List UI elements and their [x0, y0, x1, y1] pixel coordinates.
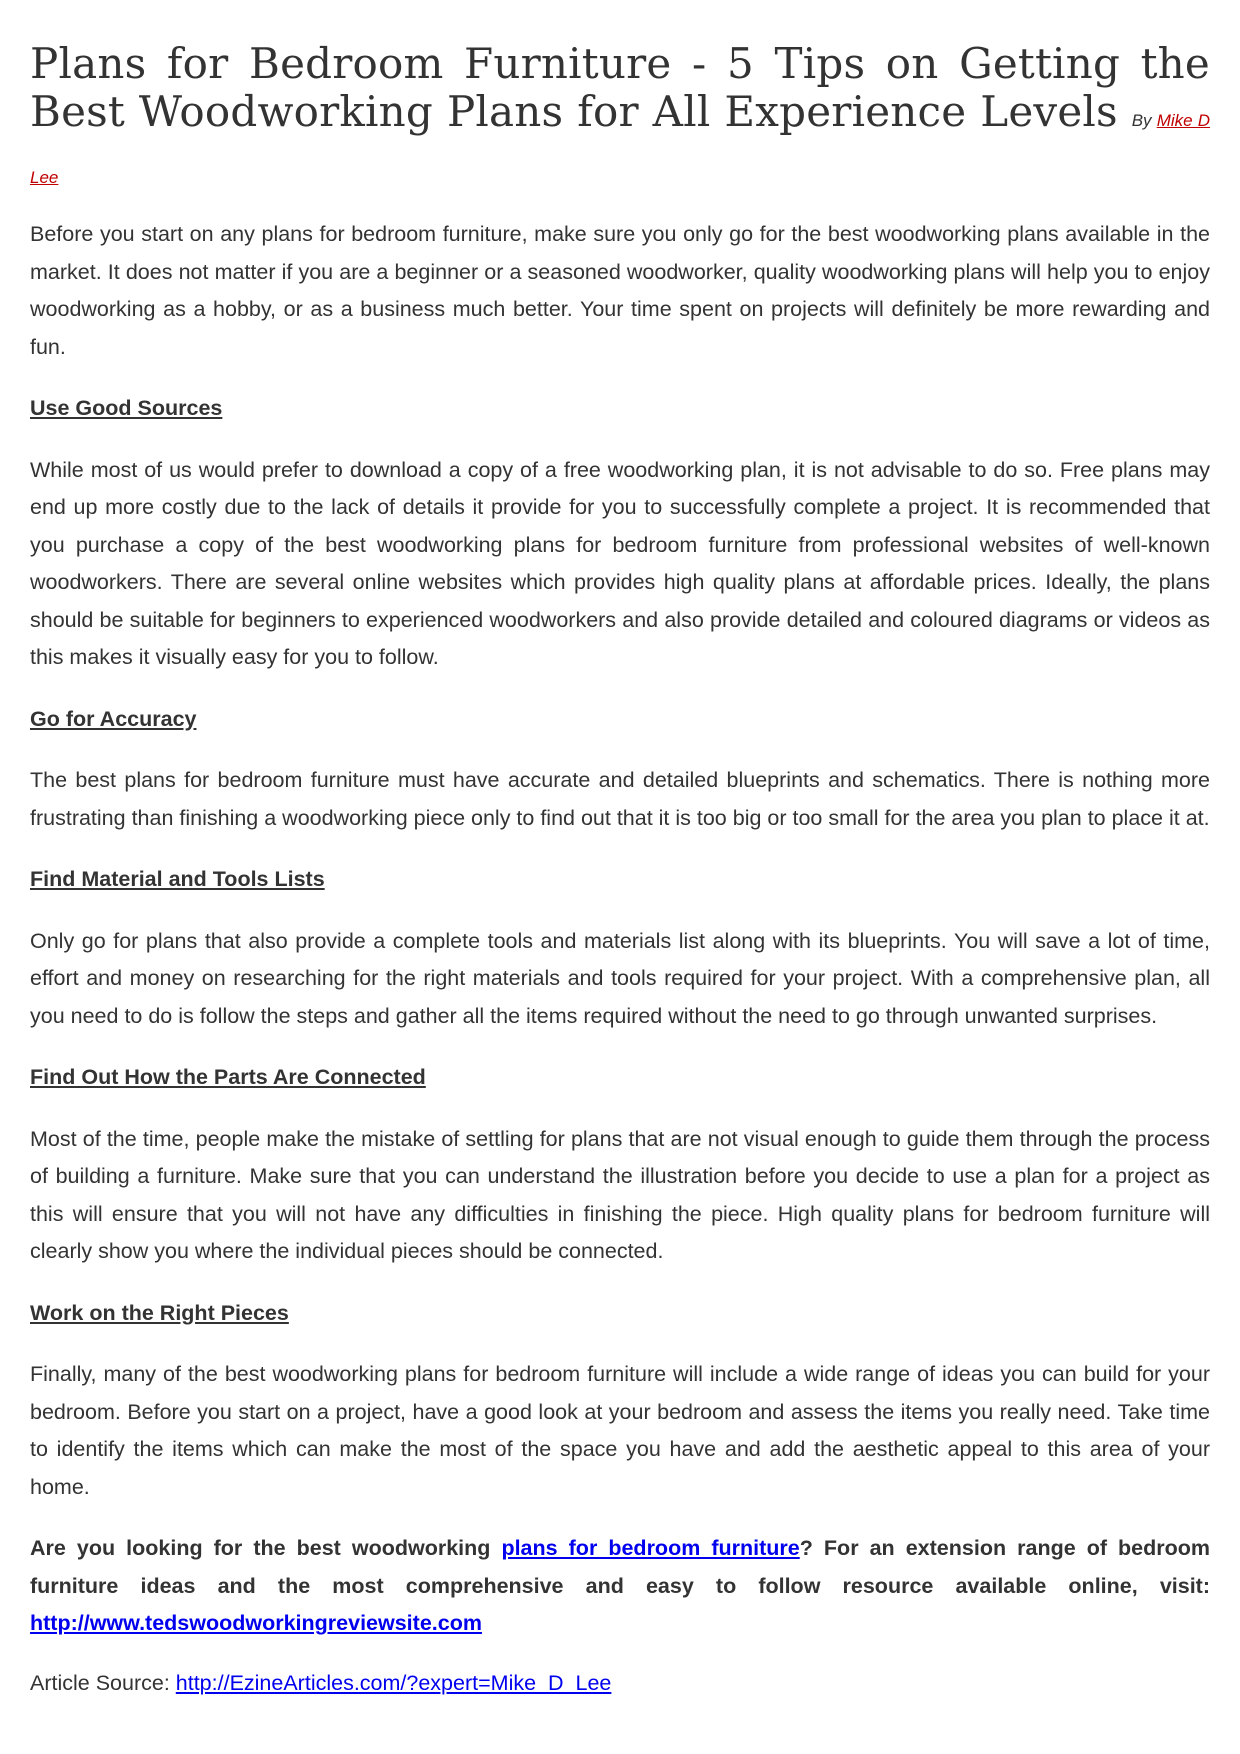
article-title-text: Plans for Bedroom Furniture - 5 Tips on Getting the Best Woodworking Plans for All Experience Levels: [30, 39, 1210, 136]
website-link[interactable]: http://www.tedswoodworkingreviewsite.com: [30, 1611, 482, 1635]
section-heading-use-good-sources: Use Good Sources: [30, 396, 223, 420]
source-link[interactable]: http://EzineArticles.com/?expert=Mike_D_Lee: [175, 1670, 612, 1695]
section-body-go-for-accuracy: The best plans for bedroom furniture must have accurate and detailed blueprints and schematics. There is nothing more frustrating than finishing a woodworking piece only to find out that it is too big or too small for the area you plan to place it at.: [30, 768, 1210, 830]
source-label: Article Source:: [30, 1670, 176, 1695]
article-title: [30, 40, 1210, 202]
byline-label: By: [1131, 111, 1152, 130]
intro-paragraph: Before you start on any plans for bedroom furniture, make sure you only go for the best woodworking plans available in the market. It does not matter if you are a beginner or a seasoned woodworker, quality woodworking plans will help you to enjoy woodworking as a hobby, or as a business much better. Your time spent on projects will definitely be more rewarding and fun.: [30, 222, 1210, 359]
cta-text-1: Are you looking for the best woodworking: [30, 1536, 502, 1560]
call-to-action: [30, 1530, 1210, 1643]
section-body-use-good-sources: While most of us would prefer to download a copy of a free woodworking plan, it is not advisable to do so. Free plans may end up more costly due to the lack of details it provide for you to successfully complete a project. It is recommended that you purchase a copy of the best woodworking plans for bedroom furniture from professional websites of well-known woodworkers. There are several online websites which provides high quality plans at affordable prices. Ideally, the plans should be suitable for beginners to experienced woodworkers and also provide detailed and coloured diagrams or videos as this makes it visually easy for you to follow.: [30, 457, 1210, 669]
article-source: [30, 1665, 1210, 1703]
section-heading-material-tools-lists: Find Material and Tools Lists: [30, 867, 325, 891]
section-heading-parts-connected: Find Out How the Parts Are Connected: [30, 1065, 426, 1089]
author-link[interactable]: Mike D Lee: [30, 111, 1210, 187]
section-heading-right-pieces: Work on the Right Pieces: [30, 1300, 289, 1325]
section-body-material-tools-lists: Only go for plans that also provide a complete tools and materials list along with its blueprints. You will save a lot of time, effort and money on researching for the right materials and tools required for your project. With a comprehensive plan, all you need to do is follow the steps and gather all the items required without the need to go through unwanted surprises.: [30, 928, 1210, 1028]
cta-text-2: ? For an extension range of bedroom furniture ideas and the most comprehensive and easy to follow resource available online, visit:: [30, 1536, 1211, 1598]
plans-link[interactable]: plans for bedroom furniture: [501, 1536, 800, 1560]
section-heading-go-for-accuracy: Go for Accuracy: [30, 706, 197, 731]
article: [30, 40, 1210, 1702]
section-body-right-pieces: Finally, many of the best woodworking plans for bedroom furniture will include a wide range of ideas you can build for your bedroom. Before you start on a project, have a good look at your bedroom and assess the items you really need. Take time to identify the items which can make the most of the space you have and add the aesthetic appeal to this area of your home.: [30, 1362, 1210, 1499]
section-body-parts-connected: Most of the time, people make the mistake of settling for plans that are not visual enough to guide them through the process of building a furniture. Make sure that you can understand the illustration before you decide to use a plan for a project as this will ensure that you will not have any difficulties in finishing the piece. High quality plans for bedroom furniture will clearly show you where the individual pieces should be connected.: [30, 1126, 1210, 1263]
